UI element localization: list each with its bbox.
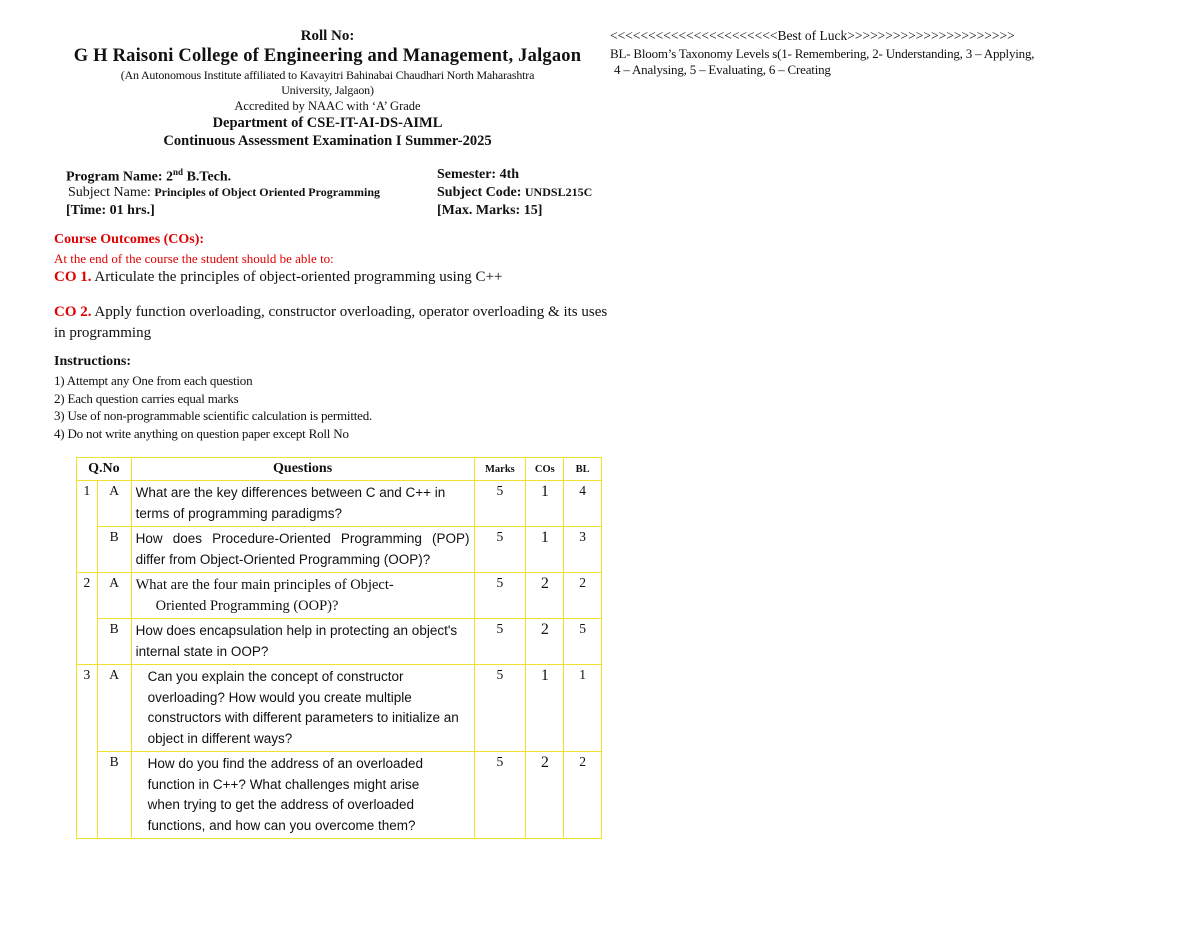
question-marks: 5	[474, 619, 526, 665]
roll-no-label: Roll No:	[300, 28, 355, 44]
header-qno: Q.No	[77, 458, 132, 481]
course-outcomes-heading: Course Outcomes (COs):	[54, 232, 205, 247]
question-marks: 5	[474, 481, 526, 527]
table-row	[77, 619, 602, 665]
question-co: 2	[526, 573, 564, 619]
question-co: 1	[526, 527, 564, 573]
question-option: A	[97, 481, 131, 527]
question-text: How does encapsulation help in protecting an object's internal state in OOP?	[131, 619, 474, 665]
question-bl: 4	[564, 481, 602, 527]
question-bl: 2	[564, 752, 602, 839]
table-row	[77, 527, 602, 573]
header-marks: Marks	[474, 458, 526, 481]
best-of-luck: <<<<<<<<<<<<<<<<<<<<<<Best of Luck>>>>>>>>>>>>>>>>>>>>>>	[610, 28, 1015, 43]
header-cos: COs	[526, 458, 564, 481]
subject-code: Subject Code: UNDSL215C	[437, 185, 593, 200]
exam-title: Continuous Assessment Examination I Summer-2025	[163, 133, 492, 149]
question-bl: 3	[564, 527, 602, 573]
college-name: G H Raisoni College of Engineering and Management, Jalgaon	[73, 46, 582, 66]
co2: CO 2. Apply function overloading, constructor overloading, operator overloading & its uses in programming	[54, 304, 608, 341]
affiliation-line-1: (An Autonomous Institute affiliated to Kavayitri Bahinabai Chaudhari North Maharashtra	[120, 68, 535, 82]
course-outcomes-intro: At the end of the course the student should be able to:	[54, 251, 334, 266]
exam-time: [Time: 01 hrs.]	[66, 203, 155, 218]
table-row	[77, 752, 602, 839]
question-bl: 1	[564, 665, 602, 752]
question-marks: 5	[474, 665, 526, 752]
question-marks: 5	[474, 752, 526, 839]
bloom-line-2: 4 – Analysing, 5 – Evaluating, 6 – Creating	[614, 62, 831, 77]
question-text: Can you explain the concept of constructor overloading? How would you create multiple constructors with different parameters to initialize an object in different ways?	[131, 665, 474, 752]
instruction-item: 3) Use of non-programmable scientific calculation is permitted.	[54, 408, 373, 423]
question-text: How do you find the address of an overloaded function in C++? What challenges might arise when trying to get the address of overloaded functions, and how can you overcome them?	[131, 752, 474, 839]
bloom-taxonomy-note	[610, 46, 1034, 78]
program-name: Program Name: 2nd B.Tech.	[66, 167, 232, 185]
question-number: 1	[77, 481, 98, 573]
question-number: 2	[77, 573, 98, 665]
table-header-row	[77, 458, 602, 481]
question-co: 1	[526, 665, 564, 752]
table-row	[77, 573, 602, 619]
accreditation: Accredited by NAAC with ‘A’ Grade	[234, 99, 421, 113]
max-marks: [Max. Marks: 15]	[437, 203, 543, 218]
question-option: A	[97, 573, 131, 619]
instruction-item: 4) Do not write anything on question paper except Roll No	[54, 425, 349, 441]
question-option: A	[97, 665, 131, 752]
subject-name: Subject Name: Principles of Object Oriented Programming	[68, 185, 381, 200]
affiliation	[40, 68, 615, 98]
question-marks: 5	[474, 573, 526, 619]
question-option: B	[97, 619, 131, 665]
header-questions: Questions	[131, 458, 474, 481]
question-option: B	[97, 527, 131, 573]
co1: CO 1. Articulate the principles of object-oriented programming using C++	[54, 269, 503, 285]
instructions-list	[54, 372, 372, 442]
semester: Semester: 4th	[437, 167, 520, 182]
department: Department of CSE-IT-AI-DS-AIML	[212, 115, 443, 131]
question-option: B	[97, 752, 131, 839]
question-text: How does Procedure-Oriented Programming (POP) differ from Object-Oriented Programming (OOP)?	[131, 527, 474, 573]
question-co: 1	[526, 481, 564, 527]
question-number: 3	[77, 665, 98, 839]
instruction-item: 1) Attempt any One from each question	[54, 373, 253, 388]
questions-table	[76, 457, 602, 839]
question-bl: 2	[564, 573, 602, 619]
question-text: What are the key differences between C and C++ in terms of programming paradigms?	[131, 481, 474, 527]
table-row	[77, 481, 602, 527]
instructions-heading: Instructions:	[54, 354, 132, 369]
question-bl: 5	[564, 619, 602, 665]
affiliation-line-2: University, Jalgaon)	[281, 83, 374, 97]
bloom-line-1: BL- Bloom’s Taxonomy Levels s(1- Remembering, 2- Understanding, 3 – Applying,	[610, 46, 1035, 61]
question-text: What are the four main principles of Object- Oriented Programming (OOP)?	[131, 573, 474, 619]
table-row	[77, 665, 602, 752]
header-bl: BL	[564, 458, 602, 481]
question-co: 2	[526, 619, 564, 665]
instruction-item: 2) Each question carries equal marks	[54, 390, 239, 406]
question-co: 2	[526, 752, 564, 839]
question-marks: 5	[474, 527, 526, 573]
